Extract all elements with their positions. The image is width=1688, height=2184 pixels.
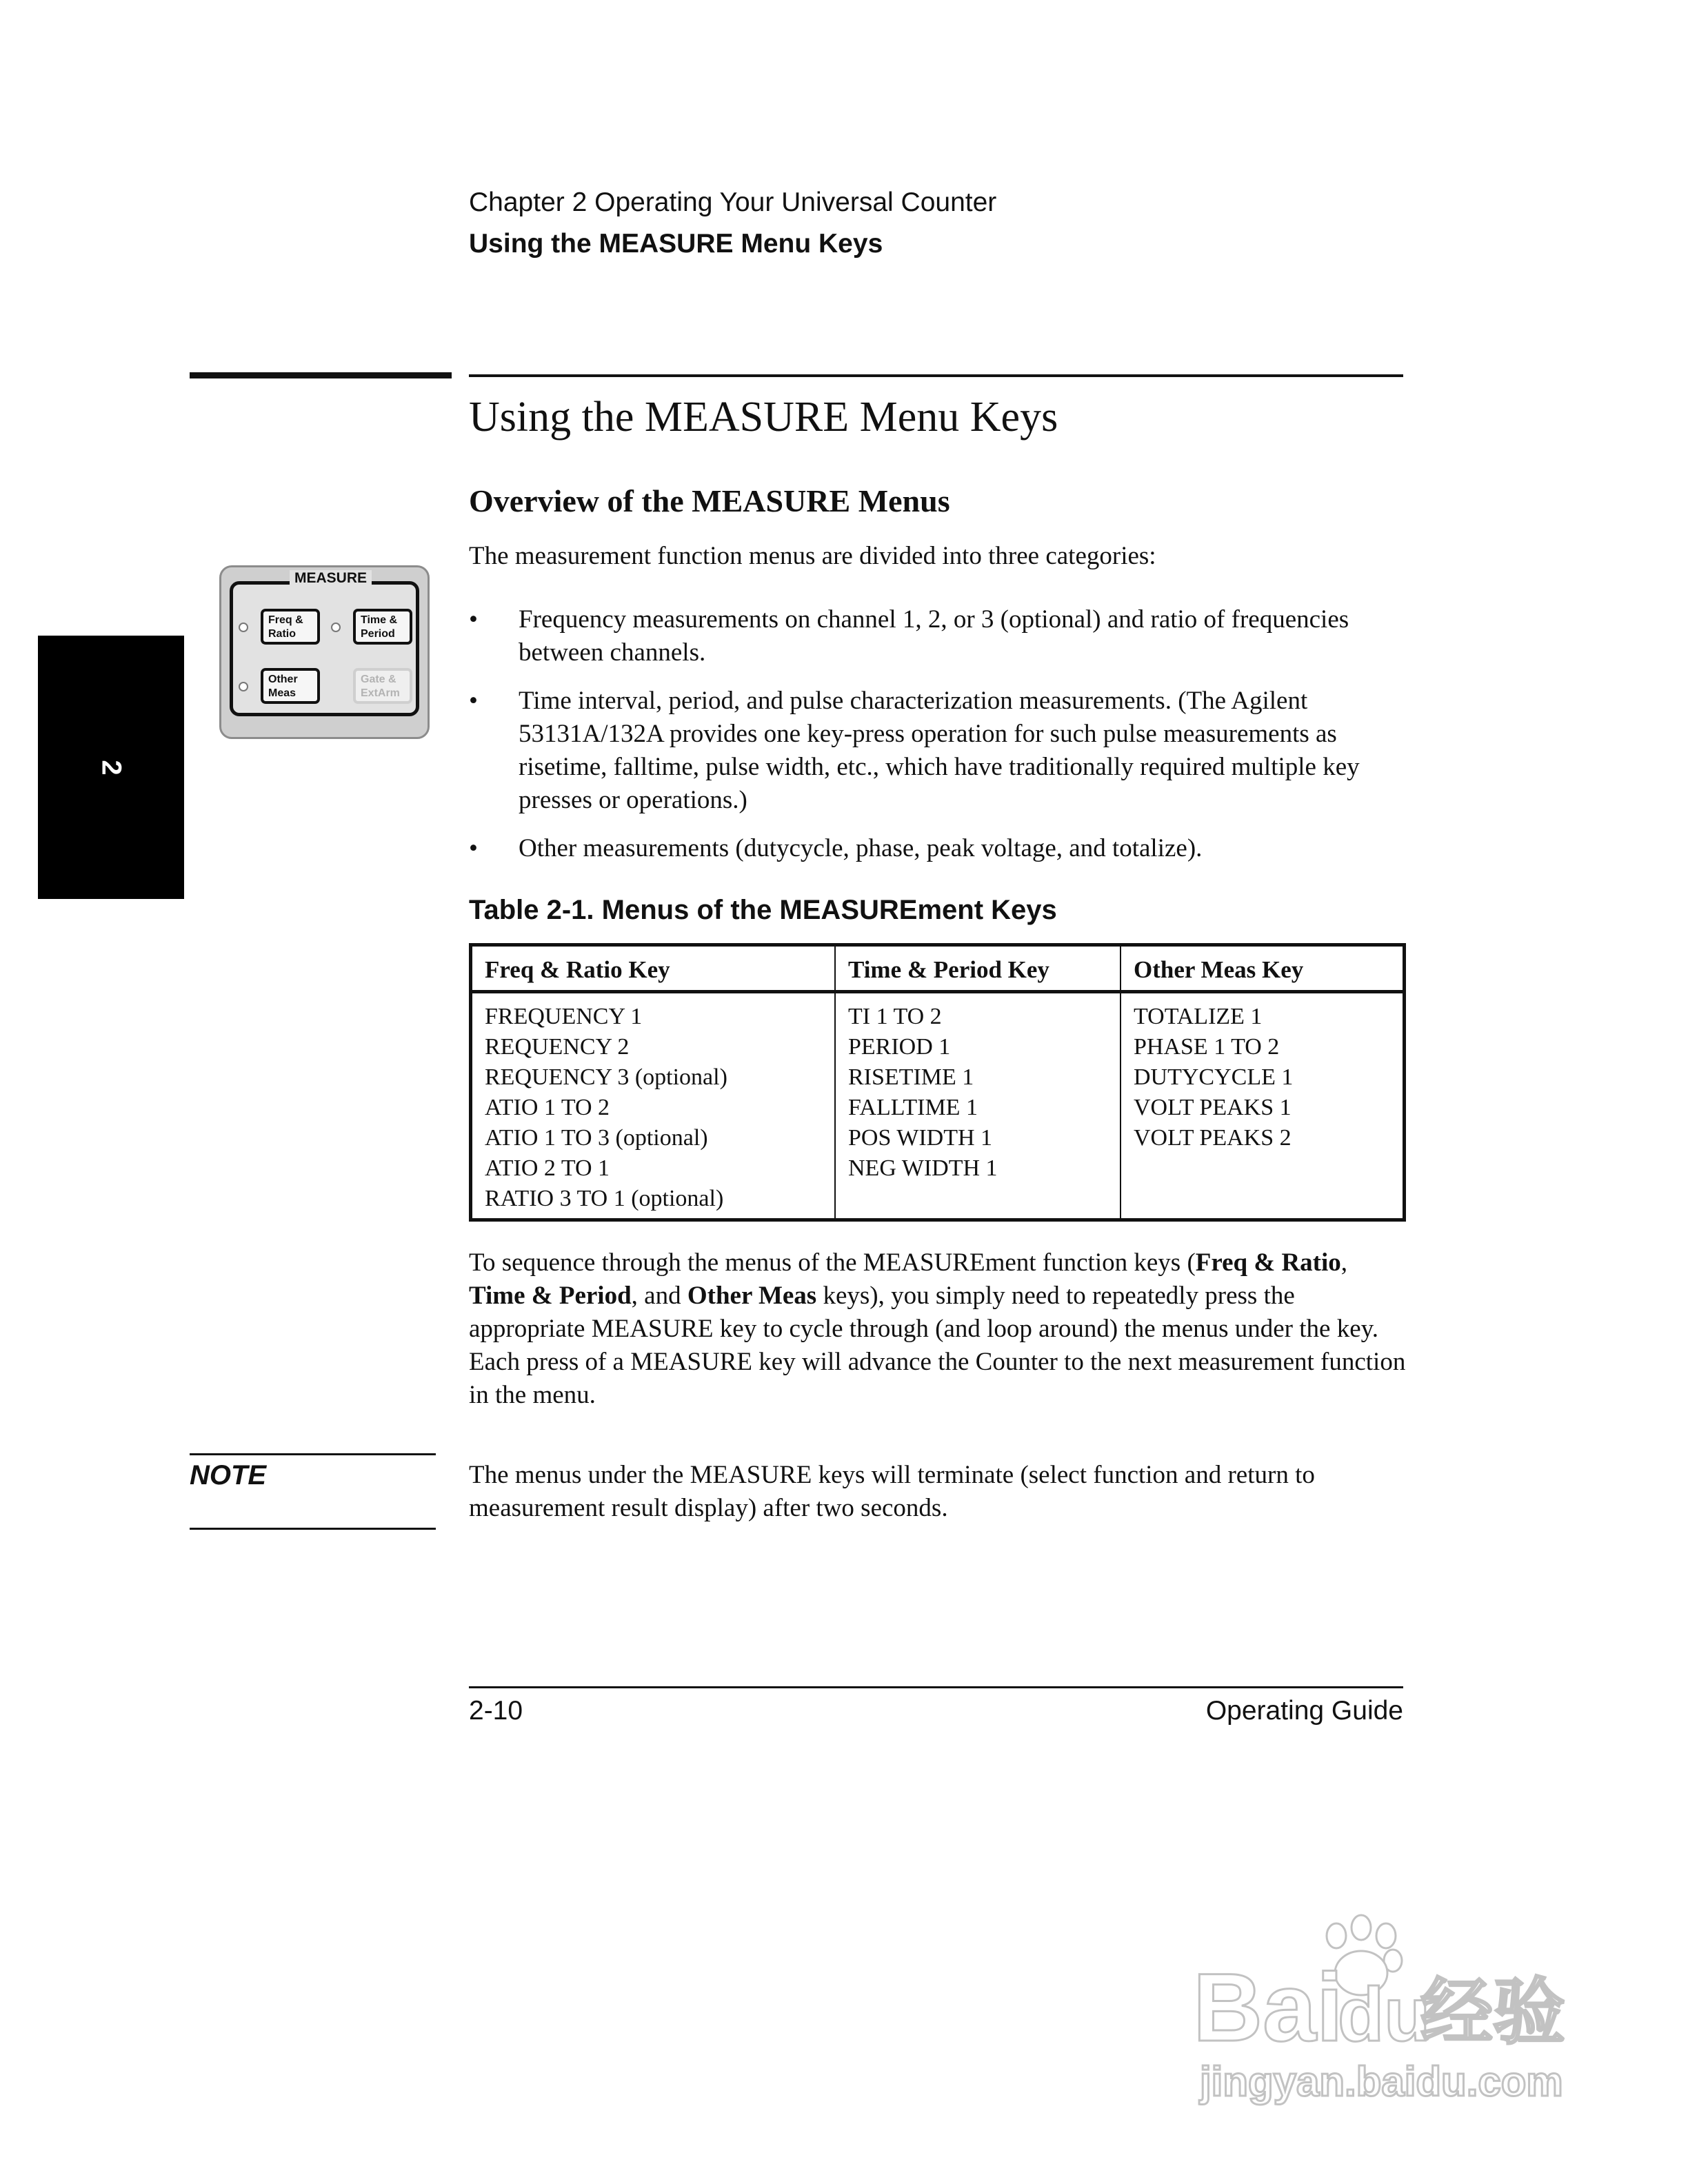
menu-item: VOLT PEAKS 1 xyxy=(1134,1095,1292,1120)
gate-extarm-key: Gate & ExtArm xyxy=(353,668,412,704)
section-rule-main xyxy=(469,374,1403,377)
intro-text: The measurement function menus are divided into three categories: xyxy=(469,542,1156,570)
list-item: • Time interval, period, and pulse characterization measurements. (The Agilent 53131A/132A provides one key-press operation for such pulse measurements as risetime, falltime, pulse width, etc., which have traditionally required multiple key presses or operations.) xyxy=(469,685,1407,817)
bullet-icon: • xyxy=(469,834,478,862)
measure-panel-label: MEASURE xyxy=(290,570,372,587)
bullet-icon: • xyxy=(469,687,478,715)
note-rule-bottom xyxy=(190,1528,436,1530)
page-number: 2-10 xyxy=(469,1696,523,1726)
menu-item: FALLTIME 1 xyxy=(848,1095,978,1120)
section-rule-left xyxy=(190,372,452,378)
menu-item: VOLT PEAKS 2 xyxy=(1134,1125,1292,1151)
freq-ratio-key: Freq & Ratio xyxy=(261,609,320,645)
menu-item: PERIOD 1 xyxy=(848,1034,951,1060)
list-item: • Frequency measurements on channel 1, 2, or 3 (optional) and ratio of frequencies between channels. xyxy=(469,603,1407,669)
measure-menus-table xyxy=(469,943,1406,1222)
running-header-section: Using the MEASURE Menu Keys xyxy=(469,229,883,259)
measure-panel-frame xyxy=(230,570,419,716)
table-header-cell: Time & Period Key xyxy=(836,947,1120,993)
menu-item: RISETIME 1 xyxy=(848,1064,974,1090)
freq-ratio-keyword: Freq & Ratio xyxy=(1195,1248,1341,1277)
other-meas-led-icon xyxy=(239,682,248,691)
table-header-cell: Freq & Ratio Key xyxy=(472,947,834,993)
watermark-cn: 经验 xyxy=(1420,1972,1566,2053)
table-column-other-meas xyxy=(1121,947,1406,1218)
table-cell xyxy=(836,993,1120,1184)
baidu-watermark-logo xyxy=(1193,1910,1579,2110)
menu-item: ATIO 1 TO 3 (optional) xyxy=(485,1125,708,1151)
table-column-time-period xyxy=(836,947,1121,1218)
menu-item: NEG WIDTH 1 xyxy=(848,1155,998,1181)
watermark-brand: Bai xyxy=(1193,1953,1343,2061)
footer-guide-title: Operating Guide xyxy=(1205,1696,1403,1726)
section-subtitle: Overview of the MEASURE Menus xyxy=(469,483,950,518)
note-text: The menus under the MEASURE keys will terminate (select function and return to measurement result display) after two seconds. xyxy=(469,1461,1315,1522)
menu-item: RATIO 3 TO 1 (optional) xyxy=(485,1186,724,1211)
sequence-paragraph: To sequence through the menus of the MEASUREment function keys (Freq & Ratio, Time & Period, and Other Meas keys), you simply need to repeatedly press the appropriate MEASURE key to cycle through (and loop around) the menus under the key. Each press of a MEASURE key will advance the Counter to the next measurement function in the menu. xyxy=(469,1248,1406,1409)
footer-rule xyxy=(469,1686,1403,1688)
note-rule-top xyxy=(190,1453,436,1455)
menu-item: REQUENCY 3 (optional) xyxy=(485,1064,727,1090)
menu-item: DUTYCYCLE 1 xyxy=(1134,1064,1294,1090)
menu-item: ATIO 2 TO 1 xyxy=(485,1155,610,1181)
time-period-keyword: Time & Period xyxy=(469,1282,632,1310)
table-caption: Table 2-1. Menus of the MEASUREment Keys xyxy=(469,895,1057,925)
other-meas-keyword: Other Meas xyxy=(687,1282,817,1310)
watermark-url: jingyan.baidu.com xyxy=(1200,2059,1563,2105)
chapter-tab-number: 2 xyxy=(96,759,127,776)
table-cell xyxy=(472,993,834,1214)
time-period-key: Time & Period xyxy=(353,609,412,645)
menu-item: FREQUENCY 1 xyxy=(485,1004,643,1029)
menu-item: ATIO 1 TO 2 xyxy=(485,1095,610,1120)
measure-panel-illustration xyxy=(219,565,430,739)
menu-item: TI 1 TO 2 xyxy=(848,1004,942,1029)
list-item: • Other measurements (dutycycle, phase, peak voltage, and totalize). xyxy=(469,832,1407,865)
menu-item: TOTALIZE 1 xyxy=(1134,1004,1263,1029)
page-title: Using the MEASURE Menu Keys xyxy=(469,394,1058,441)
note-label: NOTE xyxy=(190,1460,267,1490)
table-column-freq-ratio xyxy=(472,947,836,1218)
chapter-tab xyxy=(38,636,184,899)
menu-item: REQUENCY 2 xyxy=(485,1034,630,1060)
bullet-icon: • xyxy=(469,605,478,634)
table-header-cell: Other Meas Key xyxy=(1121,947,1406,993)
running-header-chapter: Chapter 2 Operating Your Universal Counter xyxy=(469,188,997,217)
table-cell xyxy=(1121,993,1406,1153)
other-meas-key: Other Meas xyxy=(261,668,320,704)
freq-ratio-led-icon xyxy=(239,623,248,632)
category-list xyxy=(469,603,1407,880)
watermark-brand-2: du xyxy=(1338,1972,1431,2057)
time-period-led-icon xyxy=(331,623,341,632)
menu-item: POS WIDTH 1 xyxy=(848,1125,993,1151)
menu-item: PHASE 1 TO 2 xyxy=(1134,1034,1280,1060)
